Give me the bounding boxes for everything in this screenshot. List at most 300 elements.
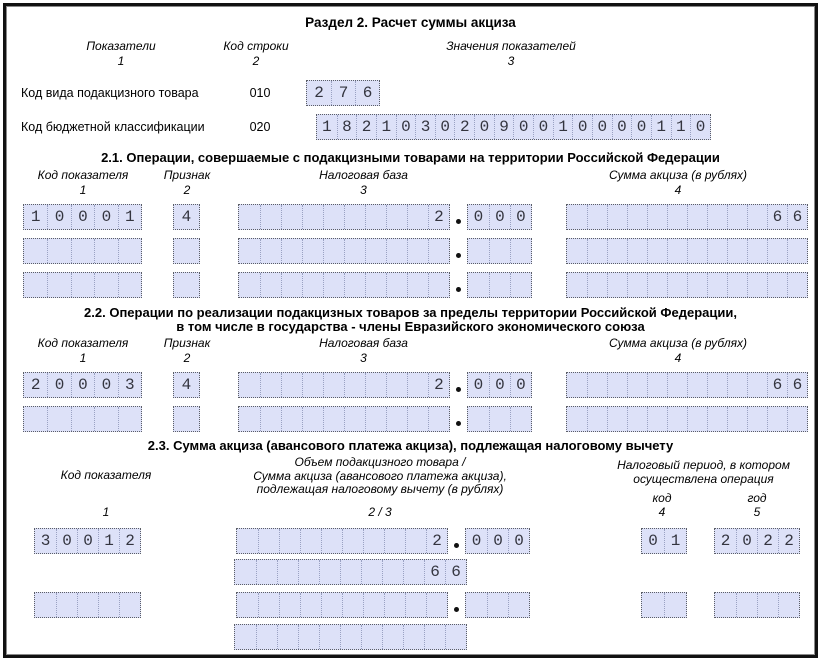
char-cell bbox=[71, 407, 94, 431]
column-number: 2 bbox=[252, 54, 260, 68]
char-cell bbox=[118, 239, 141, 263]
field-indicator-code[interactable] bbox=[34, 528, 141, 554]
char-cell bbox=[260, 205, 281, 229]
char-cell bbox=[403, 560, 424, 584]
char-cell bbox=[298, 560, 319, 584]
column-header-label: Сумма акциза (в рублях) bbox=[608, 168, 748, 182]
column-number: 4 bbox=[674, 183, 682, 197]
char-cell bbox=[98, 593, 119, 617]
char-cell bbox=[647, 205, 667, 229]
char-cell bbox=[587, 205, 607, 229]
column-header-line: Налоговый период, в котором bbox=[617, 458, 790, 472]
char-cell: 0 bbox=[47, 205, 70, 229]
char-cell bbox=[667, 273, 687, 297]
field-taxbase-frac[interactable] bbox=[467, 204, 532, 230]
char-cell: 0 bbox=[592, 115, 612, 139]
char-cell: 0 bbox=[612, 115, 632, 139]
column-header-label: Налоговая база bbox=[319, 168, 408, 182]
field-excise-sum[interactable] bbox=[566, 238, 808, 264]
char-cell bbox=[386, 273, 407, 297]
char-cell bbox=[468, 407, 489, 431]
column-header-nalogovaya-baza bbox=[256, 337, 471, 365]
char-cell: 2 bbox=[426, 529, 447, 553]
char-cell: 7 bbox=[331, 81, 355, 105]
char-cell bbox=[24, 239, 47, 263]
char-cell bbox=[302, 273, 323, 297]
char-cell bbox=[281, 407, 302, 431]
char-cell bbox=[747, 205, 767, 229]
char-cell bbox=[119, 593, 140, 617]
char-cell: 6 bbox=[445, 560, 466, 584]
char-cell bbox=[47, 239, 70, 263]
char-cell bbox=[344, 407, 365, 431]
char-cell bbox=[71, 239, 94, 263]
field-budget-class-code[interactable] bbox=[316, 114, 711, 140]
field-flag[interactable] bbox=[173, 272, 200, 298]
char-cell bbox=[607, 273, 627, 297]
char-cell bbox=[707, 239, 727, 263]
section-2-1-row-3 bbox=[6, 272, 815, 298]
char-cell bbox=[94, 407, 117, 431]
field-indicator-code[interactable] bbox=[23, 204, 142, 230]
char-cell: 2 bbox=[757, 529, 778, 553]
char-cell bbox=[174, 239, 199, 263]
form-page bbox=[3, 3, 818, 658]
char-cell bbox=[321, 593, 342, 617]
char-cell: 3 bbox=[118, 373, 141, 397]
char-cell bbox=[489, 407, 510, 431]
char-cell bbox=[323, 273, 344, 297]
field-volume-int[interactable] bbox=[236, 528, 448, 554]
char-cell bbox=[778, 593, 799, 617]
char-cell bbox=[118, 273, 141, 297]
char-cell: 0 bbox=[471, 532, 482, 550]
char-cell bbox=[687, 373, 707, 397]
field-taxbase-int[interactable] bbox=[238, 372, 450, 398]
char-cell bbox=[258, 593, 279, 617]
char-cell: 0 bbox=[631, 115, 651, 139]
field-indicator-code[interactable] bbox=[34, 592, 141, 618]
column-number: 3 bbox=[360, 183, 367, 197]
char-cell: 1 bbox=[118, 205, 141, 229]
char-cell bbox=[407, 239, 428, 263]
char-cell bbox=[365, 407, 386, 431]
column-header-line: осуществлена операция bbox=[633, 471, 774, 486]
char-cell: 9 bbox=[494, 115, 514, 139]
field-indicator-code[interactable] bbox=[23, 372, 142, 398]
column-number: 3 bbox=[507, 54, 515, 68]
column-number: 4 bbox=[674, 351, 682, 365]
decimal-dot-icon bbox=[450, 406, 467, 432]
column-number: 2 bbox=[183, 183, 191, 197]
section-2-2-title-line2: в том числе в государства - члены Евразийского экономического союза bbox=[176, 319, 645, 334]
column-number: 1 bbox=[102, 505, 110, 519]
char-cell: 6 bbox=[767, 205, 787, 229]
char-cell bbox=[237, 593, 258, 617]
char-cell bbox=[344, 373, 365, 397]
field-volume-frac[interactable] bbox=[465, 528, 530, 554]
char-cell bbox=[727, 205, 747, 229]
char-cell bbox=[428, 407, 449, 431]
char-cell bbox=[567, 273, 587, 297]
field-taxbase-frac[interactable] bbox=[467, 238, 532, 264]
char-cell: 0 bbox=[510, 373, 531, 397]
char-cell bbox=[587, 373, 607, 397]
decimal-dot-icon bbox=[448, 528, 465, 554]
char-cell bbox=[94, 239, 117, 263]
char-cell bbox=[642, 593, 664, 617]
section-2-2-title bbox=[6, 306, 815, 334]
char-cell bbox=[627, 407, 647, 431]
char-cell bbox=[403, 625, 424, 649]
char-cell bbox=[445, 625, 466, 649]
char-cell bbox=[787, 407, 807, 431]
char-cell bbox=[627, 205, 647, 229]
char-cell: 1 bbox=[376, 115, 396, 139]
char-cell bbox=[363, 593, 384, 617]
char-cell: 0 bbox=[94, 373, 117, 397]
column-header-tax-period bbox=[596, 459, 811, 486]
subheader-god: год bbox=[747, 491, 767, 505]
field-indicator-code[interactable] bbox=[23, 406, 142, 432]
decimal-dot-icon bbox=[450, 372, 467, 398]
char-cell bbox=[787, 239, 807, 263]
char-cell bbox=[428, 239, 449, 263]
char-cell bbox=[174, 407, 199, 431]
char-cell bbox=[384, 529, 405, 553]
char-cell bbox=[300, 529, 321, 553]
top-column-headers bbox=[6, 40, 815, 70]
decimal-dot-icon bbox=[450, 272, 467, 298]
char-cell bbox=[300, 593, 321, 617]
column-header-nalogovaya-baza bbox=[256, 169, 471, 197]
row-budget-class-code bbox=[6, 114, 815, 140]
char-cell bbox=[174, 273, 199, 297]
column-header-label: Налоговая база bbox=[319, 336, 408, 350]
char-cell: 0 bbox=[648, 532, 658, 550]
char-cell: 1 bbox=[664, 529, 686, 553]
char-cell: 6 bbox=[787, 373, 807, 397]
char-cell bbox=[407, 407, 428, 431]
char-cell bbox=[667, 407, 687, 431]
char-cell bbox=[279, 529, 300, 553]
char-cell: 0 bbox=[510, 205, 531, 229]
char-cell: 4 bbox=[181, 208, 192, 226]
char-cell bbox=[647, 239, 667, 263]
column-header-volume-sum bbox=[234, 456, 526, 497]
char-cell: 0 bbox=[396, 115, 416, 139]
field-period-code[interactable] bbox=[641, 528, 687, 554]
char-cell: 0 bbox=[489, 373, 510, 397]
char-cell: 2 bbox=[428, 205, 449, 229]
char-cell bbox=[424, 625, 445, 649]
column-header-priznak bbox=[151, 169, 223, 197]
char-cell bbox=[727, 273, 747, 297]
decimal-dot-icon bbox=[450, 238, 467, 264]
char-cell bbox=[466, 593, 487, 617]
char-cell: 3 bbox=[415, 115, 435, 139]
char-cell bbox=[736, 593, 757, 617]
char-cell bbox=[587, 407, 607, 431]
char-cell: 0 bbox=[71, 373, 94, 397]
char-cell bbox=[687, 273, 707, 297]
column-header-kod-pokazatelya bbox=[23, 337, 143, 365]
char-cell: 0 bbox=[487, 529, 508, 553]
char-cell: 0 bbox=[489, 205, 510, 229]
char-cell bbox=[468, 273, 489, 297]
field-excise-sum[interactable] bbox=[566, 204, 808, 230]
decimal-dot-icon bbox=[450, 204, 467, 230]
section-2-3-column-headers bbox=[6, 456, 815, 519]
char-cell bbox=[47, 407, 70, 431]
char-cell bbox=[361, 560, 382, 584]
field-flag[interactable] bbox=[173, 372, 200, 398]
section-2-2-row-1 bbox=[6, 372, 815, 398]
char-cell bbox=[365, 205, 386, 229]
section-2-1-row-2 bbox=[6, 238, 815, 264]
char-cell bbox=[567, 239, 587, 263]
field-period-code[interactable] bbox=[641, 592, 687, 618]
char-cell bbox=[787, 273, 807, 297]
column-header-kod-pokazatelya: Код показателя bbox=[60, 468, 152, 482]
char-cell: 6 bbox=[424, 560, 445, 584]
char-cell bbox=[767, 407, 787, 431]
char-cell bbox=[607, 407, 627, 431]
column-header-znacheniya bbox=[336, 40, 686, 68]
section-2-3-entry-1-volume-row bbox=[6, 528, 815, 554]
char-cell bbox=[687, 239, 707, 263]
subheader-kod: код bbox=[652, 491, 672, 505]
char-cell bbox=[361, 625, 382, 649]
column-number: 2 bbox=[183, 351, 191, 365]
section-2-3-entry-1-sum-row bbox=[6, 559, 815, 585]
char-cell bbox=[302, 205, 323, 229]
line-code: 020 bbox=[249, 120, 271, 134]
char-cell bbox=[118, 407, 141, 431]
char-cell bbox=[382, 625, 403, 649]
char-cell bbox=[323, 373, 344, 397]
field-excise-sum[interactable] bbox=[566, 372, 808, 398]
field-taxbase-int[interactable] bbox=[238, 272, 450, 298]
field-label: Код вида подакцизного товара bbox=[21, 86, 199, 100]
field-flag[interactable] bbox=[173, 406, 200, 432]
char-cell bbox=[56, 593, 77, 617]
char-cell bbox=[487, 593, 508, 617]
column-header-kod-stroki bbox=[204, 40, 308, 68]
char-cell: 0 bbox=[94, 205, 117, 229]
char-cell bbox=[607, 205, 627, 229]
char-cell bbox=[687, 205, 707, 229]
char-cell bbox=[77, 593, 98, 617]
char-cell: 2 bbox=[30, 376, 41, 394]
char-cell bbox=[344, 205, 365, 229]
char-cell bbox=[323, 239, 344, 263]
line-code: 010 bbox=[249, 86, 271, 100]
char-cell: 6 bbox=[355, 81, 379, 105]
char-cell bbox=[715, 593, 736, 617]
char-cell bbox=[344, 239, 365, 263]
char-cell: 2 bbox=[454, 115, 474, 139]
row-product-type-code bbox=[6, 80, 815, 106]
char-cell: 1 bbox=[322, 118, 332, 136]
char-cell: 1 bbox=[553, 115, 573, 139]
char-cell bbox=[382, 560, 403, 584]
section-2-1-title: 2.1. Операции, совершаемые с подакцизными товарами на территории Российской Федерации bbox=[101, 150, 720, 165]
char-cell bbox=[707, 373, 727, 397]
section-2-2-title-line1: 2.2. Операции по реализации подакцизных товаров за пределы территории Российской Федерации, bbox=[84, 305, 737, 320]
column-header-line: Сумма акциза (авансового платежа акциза), bbox=[253, 468, 507, 483]
char-cell bbox=[365, 373, 386, 397]
column-header-pokazateli bbox=[61, 40, 181, 68]
char-cell bbox=[747, 373, 767, 397]
char-cell bbox=[260, 407, 281, 431]
char-cell: 0 bbox=[56, 529, 77, 553]
field-period-year[interactable] bbox=[714, 528, 800, 554]
char-cell bbox=[727, 407, 747, 431]
decimal-dot-icon bbox=[448, 592, 465, 618]
column-header-label: Сумма акциза (в рублях) bbox=[608, 336, 748, 350]
char-cell bbox=[664, 593, 686, 617]
char-cell: 0 bbox=[71, 205, 94, 229]
char-cell bbox=[567, 373, 587, 397]
char-cell: 3 bbox=[40, 532, 51, 550]
char-cell bbox=[302, 239, 323, 263]
char-cell bbox=[747, 407, 767, 431]
char-cell bbox=[365, 239, 386, 263]
char-cell bbox=[707, 205, 727, 229]
char-cell bbox=[258, 529, 279, 553]
char-cell bbox=[260, 373, 281, 397]
char-cell bbox=[342, 529, 363, 553]
char-cell bbox=[426, 593, 447, 617]
char-cell bbox=[239, 205, 260, 229]
field-taxbase-int[interactable] bbox=[238, 406, 450, 432]
char-cell bbox=[627, 239, 647, 263]
char-cell bbox=[489, 239, 510, 263]
field-taxbase-int[interactable] bbox=[238, 238, 450, 264]
char-cell bbox=[405, 593, 426, 617]
column-header-line: подлежащая налоговому вычету (в рублях) bbox=[256, 482, 504, 496]
field-deduction-sum[interactable] bbox=[234, 559, 467, 585]
char-cell bbox=[239, 273, 260, 297]
char-cell bbox=[510, 407, 531, 431]
char-cell bbox=[239, 239, 260, 263]
field-indicator-code[interactable] bbox=[23, 238, 142, 264]
char-cell bbox=[344, 273, 365, 297]
char-cell bbox=[279, 593, 300, 617]
char-cell: 0 bbox=[508, 529, 529, 553]
column-number: 3 bbox=[360, 351, 367, 365]
char-cell bbox=[256, 625, 277, 649]
char-cell bbox=[260, 273, 281, 297]
char-cell: 2 bbox=[778, 529, 799, 553]
char-cell bbox=[342, 593, 363, 617]
char-cell: 0 bbox=[435, 115, 455, 139]
column-header-label: Показатели bbox=[86, 39, 156, 53]
field-volume-int[interactable] bbox=[236, 592, 448, 618]
char-cell bbox=[277, 560, 298, 584]
column-header-summa-akciza bbox=[558, 337, 798, 365]
field-taxbase-frac[interactable] bbox=[467, 272, 532, 298]
char-cell bbox=[386, 239, 407, 263]
column-header-label: Код показателя bbox=[37, 336, 129, 350]
section-2-1-row-1 bbox=[6, 204, 815, 230]
field-excise-sum[interactable] bbox=[566, 406, 808, 432]
char-cell: 1 bbox=[30, 208, 41, 226]
field-flag[interactable] bbox=[173, 204, 200, 230]
char-cell bbox=[707, 273, 727, 297]
field-taxbase-frac[interactable] bbox=[467, 372, 532, 398]
char-cell bbox=[302, 373, 323, 397]
char-cell bbox=[627, 373, 647, 397]
char-cell: 0 bbox=[736, 529, 757, 553]
char-cell: 4 bbox=[181, 376, 192, 394]
char-cell bbox=[607, 239, 627, 263]
column-header-label: Значения показателей bbox=[446, 39, 576, 53]
field-excise-sum[interactable] bbox=[566, 272, 808, 298]
page-title: Раздел 2. Расчет суммы акциза bbox=[305, 15, 516, 30]
char-cell bbox=[567, 205, 587, 229]
char-cell bbox=[24, 273, 47, 297]
field-flag[interactable] bbox=[173, 238, 200, 264]
column-header-label: Признак bbox=[163, 336, 211, 350]
char-cell bbox=[510, 273, 531, 297]
char-cell bbox=[627, 273, 647, 297]
char-cell: 0 bbox=[473, 208, 484, 226]
field-taxbase-int[interactable] bbox=[238, 204, 450, 230]
column-header-label: Код строки bbox=[223, 39, 289, 53]
char-cell bbox=[281, 373, 302, 397]
char-cell bbox=[767, 273, 787, 297]
column-header-label: Код показателя bbox=[37, 168, 129, 182]
char-cell bbox=[386, 205, 407, 229]
char-cell bbox=[510, 239, 531, 263]
field-volume-frac[interactable] bbox=[465, 592, 530, 618]
char-cell: 0 bbox=[47, 373, 70, 397]
char-cell bbox=[47, 273, 70, 297]
column-number: 1 bbox=[117, 54, 125, 68]
char-cell bbox=[468, 239, 489, 263]
char-cell bbox=[319, 625, 340, 649]
char-cell bbox=[94, 273, 117, 297]
column-number: 1 bbox=[79, 351, 87, 365]
column-header-kod-pokazatelya bbox=[23, 169, 143, 197]
char-cell bbox=[667, 373, 687, 397]
field-deduction-sum[interactable] bbox=[234, 624, 467, 650]
char-cell bbox=[757, 593, 778, 617]
char-cell: 6 bbox=[767, 373, 787, 397]
char-cell: 2 bbox=[314, 84, 324, 102]
char-cell bbox=[747, 239, 767, 263]
char-cell bbox=[384, 593, 405, 617]
char-cell bbox=[587, 239, 607, 263]
char-cell bbox=[727, 373, 747, 397]
char-cell: 0 bbox=[533, 115, 553, 139]
field-indicator-code[interactable] bbox=[23, 272, 142, 298]
char-cell bbox=[687, 407, 707, 431]
field-taxbase-frac[interactable] bbox=[467, 406, 532, 432]
char-cell: 1 bbox=[98, 529, 119, 553]
field-period-year[interactable] bbox=[714, 592, 800, 618]
char-cell: 0 bbox=[690, 115, 710, 139]
char-cell bbox=[707, 407, 727, 431]
char-cell: 0 bbox=[572, 115, 592, 139]
char-cell bbox=[256, 560, 277, 584]
char-cell: 2 bbox=[119, 529, 140, 553]
field-product-type-code[interactable] bbox=[306, 80, 380, 106]
char-cell bbox=[767, 239, 787, 263]
char-cell bbox=[407, 205, 428, 229]
